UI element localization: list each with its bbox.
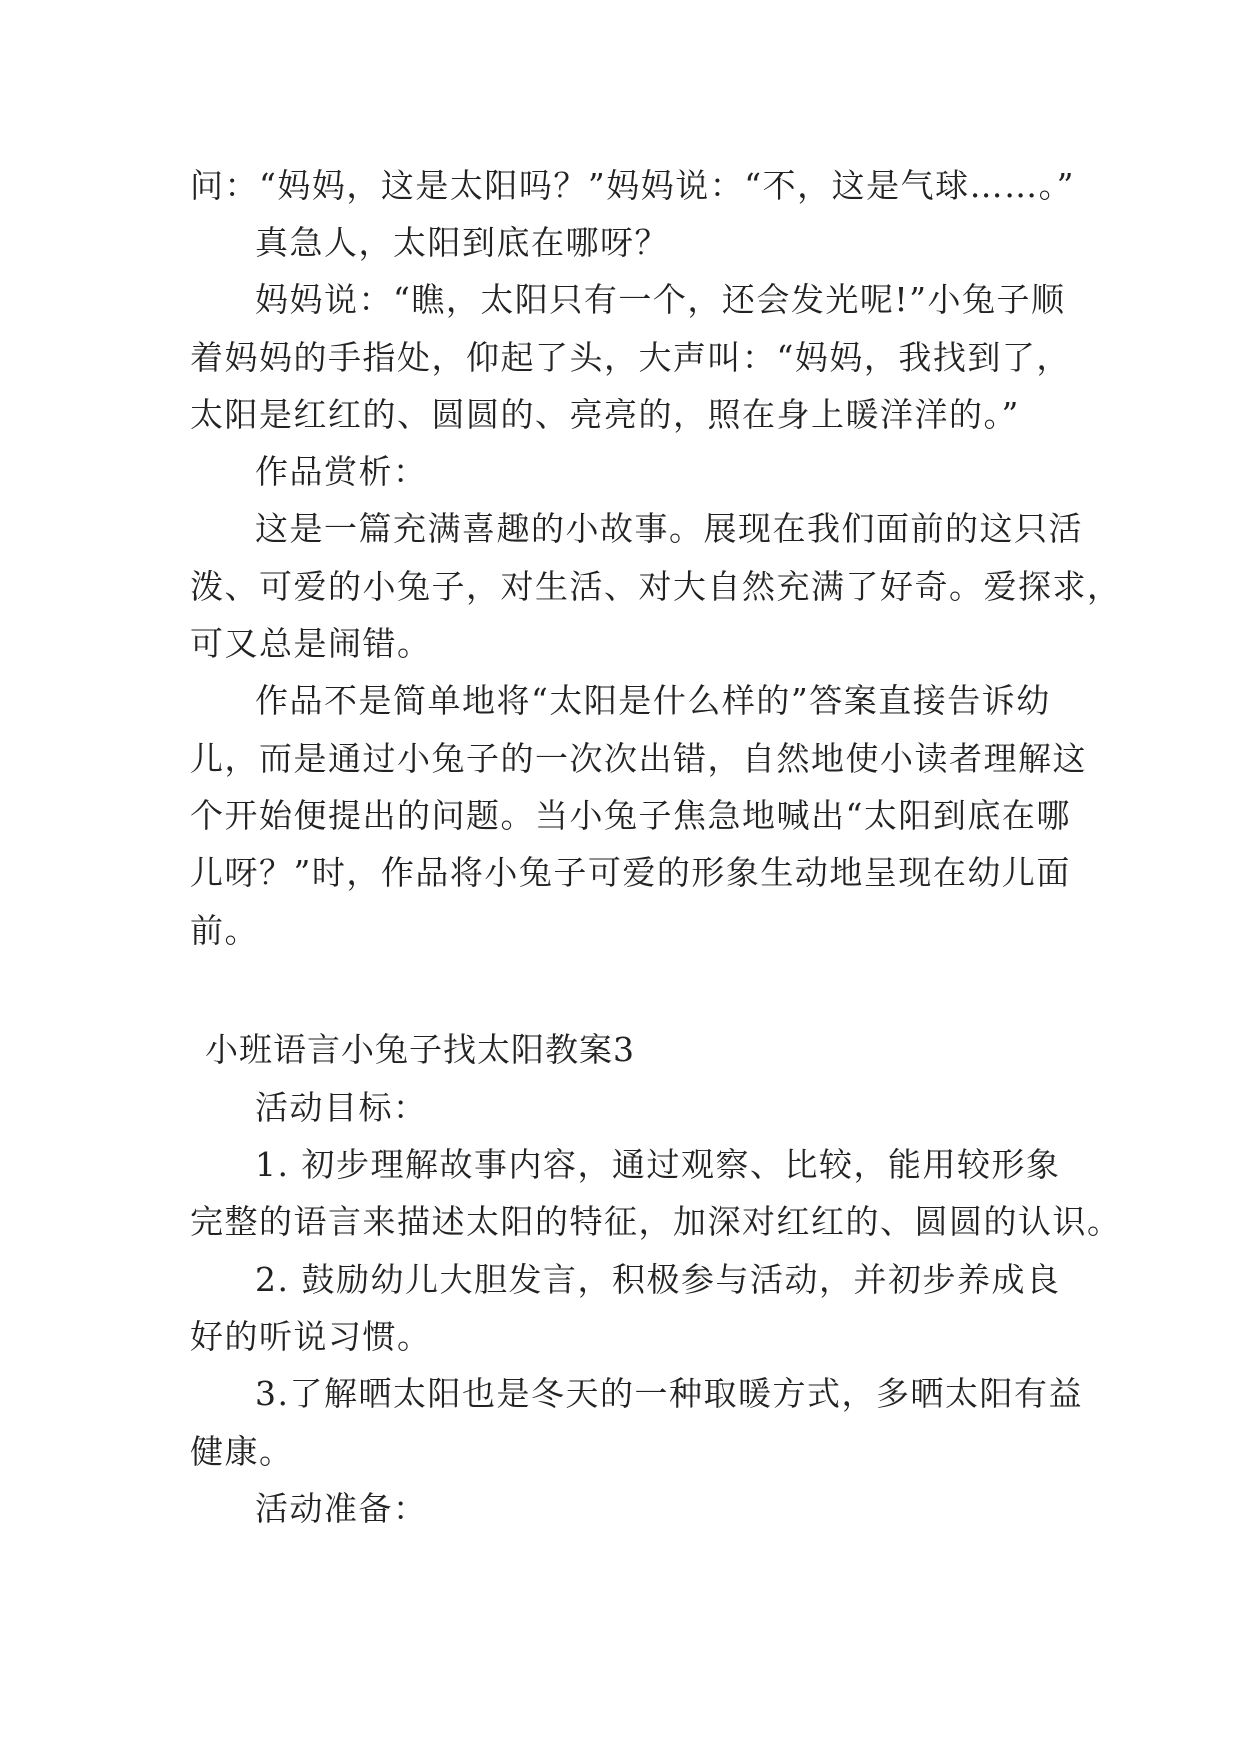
text-line: 前。 xyxy=(190,911,259,950)
text-line: 可又总是闹错。 xyxy=(190,624,432,663)
text-line: 问：“妈妈，这是太阳吗？”妈妈说：“不，这是气球……。” xyxy=(190,166,1075,205)
text-line: 健康。 xyxy=(190,1432,294,1471)
text-line: 好的听说习惯。 xyxy=(190,1317,432,1356)
text-line: 1. 初步理解故事内容，通过观察、比较，能用较形象 xyxy=(255,1145,1061,1184)
section-label: 活动目标： xyxy=(255,1088,428,1127)
text-line: 妈妈说：“瞧，太阳只有一个，还会发光呢!”小兔子顺 xyxy=(255,280,1066,319)
text-line: 个开始便提出的问题。当小兔子焦急地喊出“太阳到底在哪 xyxy=(190,796,1071,835)
section-label: 活动准备： xyxy=(255,1489,428,1528)
section-label: 作品赏析： xyxy=(255,452,428,491)
text-line: 着妈妈的手指处，仰起了头，大声叫：“妈妈，我找到了， xyxy=(190,338,1071,377)
text-line: 这是一篇充满喜趣的小故事。展现在我们面前的这只活 xyxy=(255,509,1083,548)
text-line: 3.了解晒太阳也是冬天的一种取暖方式，多晒太阳有益 xyxy=(255,1374,1083,1413)
text-line: 2. 鼓励幼儿大胆发言，积极参与活动，并初步养成良 xyxy=(255,1260,1061,1299)
text-line: 完整的语言来描述太阳的特征，加深对红红的、圆圆的认识。 xyxy=(190,1202,1122,1241)
text-line: 儿呀？”时，作品将小兔子可爱的形象生动地呈现在幼儿面 xyxy=(190,853,1071,892)
text-line: 泼、可爱的小兔子，对生活、对大自然充满了好奇。爱探求， xyxy=(190,567,1122,606)
text-line: 儿，而是通过小兔子的一次次出错，自然地使小读者理解这 xyxy=(190,739,1087,778)
text-line: 真急人，太阳到底在哪呀？ xyxy=(255,223,669,262)
section-heading: 小班语言小兔子找太阳教案3 xyxy=(205,1030,635,1069)
text-line: 太阳是红红的、圆圆的、亮亮的，照在身上暖洋洋的。” xyxy=(190,395,1020,434)
text-line: 作品不是简单地将“太阳是什么样的”答案直接告诉幼 xyxy=(255,681,1051,720)
